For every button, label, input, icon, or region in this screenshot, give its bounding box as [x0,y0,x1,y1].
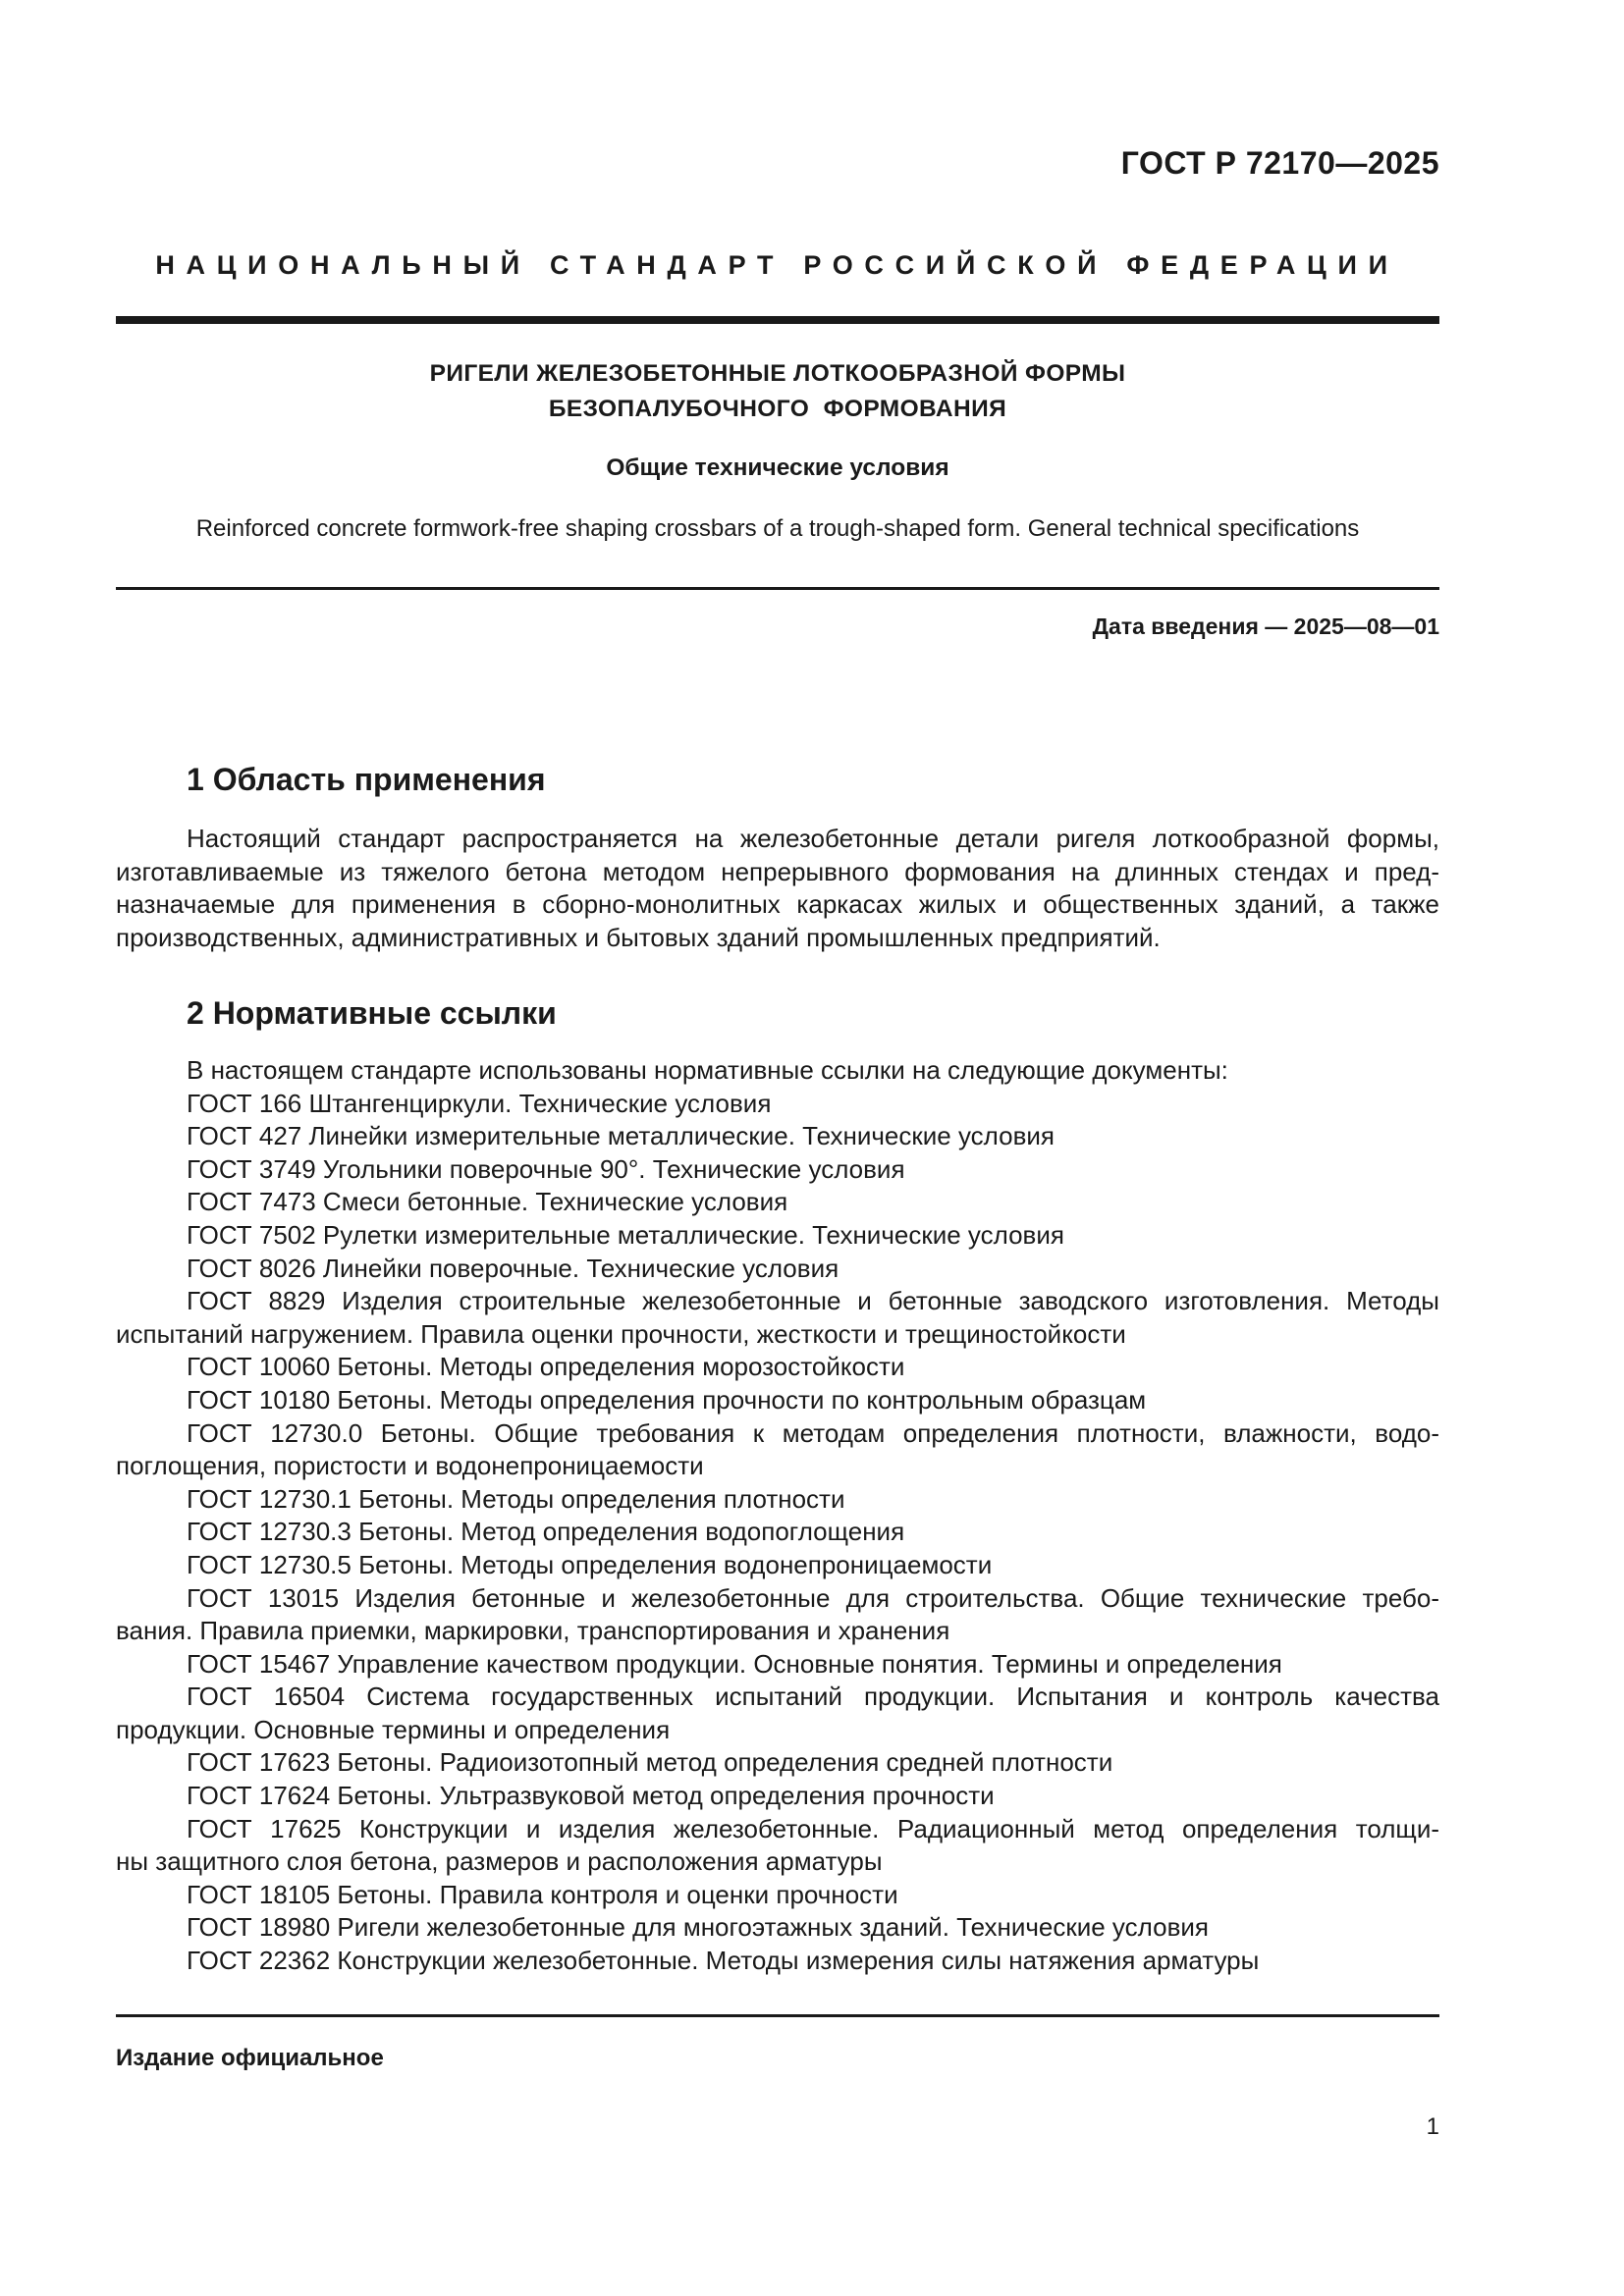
reference-item: ГОСТ 427 Линейки измерительные металлические. Технические условия [187,1121,1055,1151]
reference-item: ны защитного слоя бетона, размеров и расположения арматуры [116,1846,883,1877]
title-line-2: БЕЗОПАЛУБОЧНОГО ФОРМОВАНИЯ [548,396,1007,422]
paragraph-line: изготавливаемые из тяжелого бетона методом непрерывного формования на длинных стендах и пред- [116,856,1439,886]
reference-item: ГОСТ 166 Штангенциркули. Технические условия [187,1088,772,1118]
reference-item: ГОСТ 17625 Конструкции и изделия железобетонные. Радиационный метод определения толщи- [187,1813,1439,1843]
reference-item: ГОСТ 18980 Ригели железобетонные для многоэтажных зданий. Технические условия [187,1912,1209,1943]
reference-item: поглощения, пористости и водонепроницаемости [116,1451,704,1481]
reference-item: ГОСТ 8026 Линейки поверочные. Технические условия [187,1253,839,1283]
footer-divider [116,2014,1439,2017]
effective-date: Дата введения — 2025—08—01 [1092,614,1439,639]
reference-item: ГОСТ 8829 Изделия строительные железобетонные и бетонные заводского изготовления. Методы [187,1286,1439,1316]
document-title [116,356,1439,427]
reference-item: ГОСТ 13015 Изделия бетонные и железобетонные для строительства. Общие технические требо- [187,1582,1439,1613]
reference-item: испытаний нагружением. Правила оценки прочности, жесткости и трещиностойкости [116,1318,1126,1349]
reference-item: ГОСТ 18105 Бетоны. Правила контроля и оценки прочности [187,1879,898,1909]
paragraph-line: производственных, административных и бытовых зданий промышленных предприятий. [116,922,1161,952]
reference-item: ГОСТ 16504 Система государственных испытаний продукции. Испытания и контроль качества [187,1682,1439,1712]
national-standard-banner: НАЦИОНАЛЬНЫЙ СТАНДАРТ РОССИЙСКОЙ ФЕДЕРАЦИИ [155,250,1399,280]
reference-item: ГОСТ 7473 Смеси бетонные. Технические условия [187,1187,788,1217]
reference-item: продукции. Основные термины и определения [116,1714,671,1744]
reference-item: вания. Правила приемки, маркировки, транспортирования и хранения [116,1616,950,1646]
paragraph-line: назначаемые для применения в сборно-монолитных каркасах жилых и общественных зданий, а также [116,889,1439,920]
header-divider [116,316,1439,324]
reference-item: ГОСТ 12730.0 Бетоны. Общие требования к методам определения плотности, влажности, водо- [187,1417,1439,1448]
reference-item: ГОСТ 15467 Управление качеством продукции. Основные понятия. Термины и определения [187,1648,1282,1679]
title-divider [116,587,1439,590]
document-number: ГОСТ Р 72170—2025 [1120,145,1439,181]
normative-references-list [116,1054,1439,1978]
references-intro: В настоящем стандарте использованы нормативные ссылки на следующие документы: [187,1055,1228,1085]
reference-item: ГОСТ 12730.5 Бетоны. Методы определения водонепроницаемости [187,1549,993,1579]
english-title: Reinforced concrete formwork-free shaping crossbars of a trough-shaped form. General technical specifications [195,515,1360,542]
reference-item: ГОСТ 12730.3 Бетоны. Метод определения водопоглощения [187,1517,905,1547]
reference-item: ГОСТ 22362 Конструкции железобетонные. Методы измерения силы натяжения арматуры [187,1946,1260,1976]
title-line-1: РИГЕЛИ ЖЕЛЕЗОБЕТОННЫЕ ЛОТКООБРАЗНОЙ ФОРМЫ [429,360,1126,387]
section-2-heading: 2 Нормативные ссылки [187,995,557,1031]
official-edition-label: Издание официальное [116,2045,384,2071]
reference-item: ГОСТ 7502 Рулетки измерительные металлические. Технические условия [187,1219,1064,1250]
section-1-paragraph [116,823,1439,954]
reference-item: ГОСТ 12730.1 Бетоны. Методы определения плотности [187,1483,845,1514]
reference-item: ГОСТ 10060 Бетоны. Методы определения морозостойкости [187,1352,905,1382]
section-1-heading: 1 Область применения [187,762,546,797]
reference-item: ГОСТ 17624 Бетоны. Ультразвуковой метод определения прочности [187,1781,995,1811]
reference-item: ГОСТ 17623 Бетоны. Радиоизотопный метод определения средней плотности [187,1747,1113,1778]
reference-item: ГОСТ 10180 Бетоны. Методы определения прочности по контрольным образцам [187,1384,1147,1415]
reference-item: ГОСТ 3749 Угольники поверочные 90°. Технические условия [187,1153,905,1184]
document-subtitle: Общие технические условия [606,454,949,481]
paragraph-line: Настоящий стандарт распространяется на железобетонные детали ригеля лоткообразной формы, [187,824,1439,853]
page-number: 1 [1426,2113,1439,2140]
